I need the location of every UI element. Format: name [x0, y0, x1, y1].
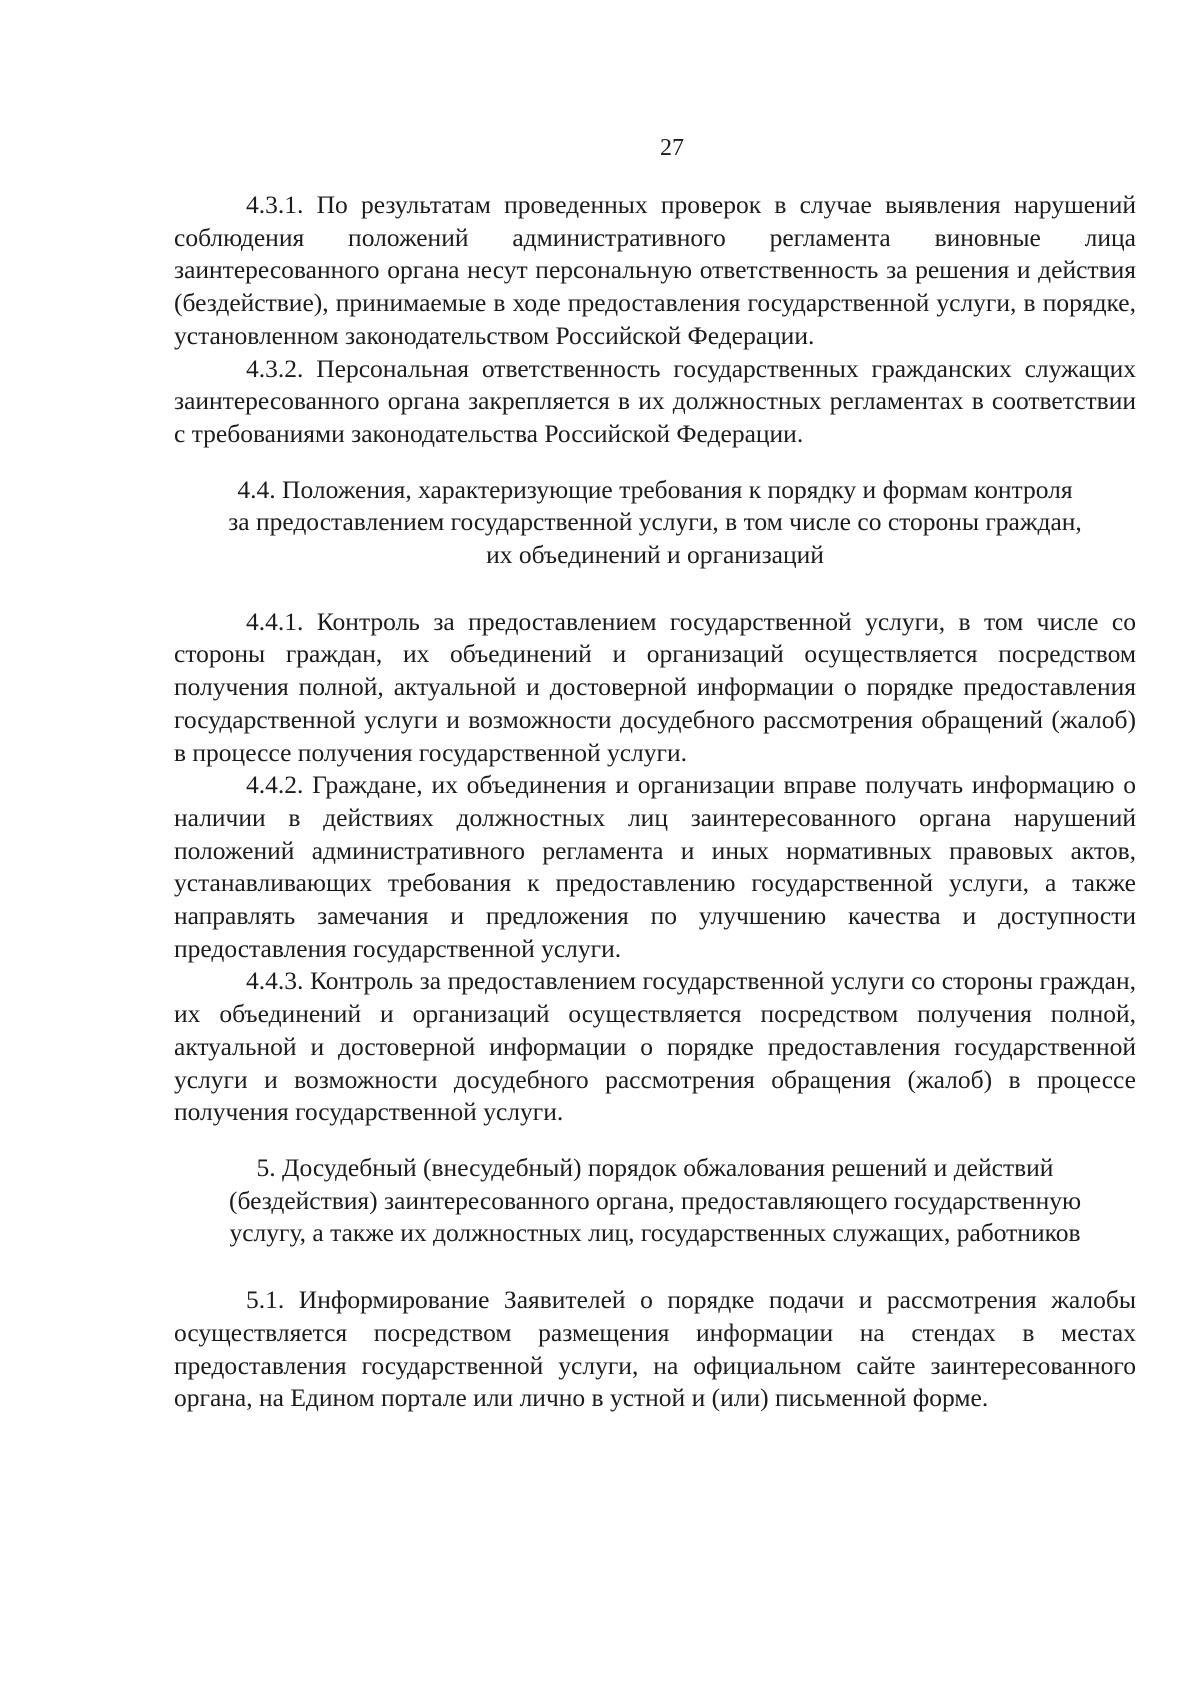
heading-line: услугу, а также их должностных лиц, государственных служащих, работников	[229, 1218, 1081, 1248]
section-heading-4-4	[174, 474, 1136, 572]
paragraph-5-1: 5.1. Информирование Заявителей о порядке подачи и рассмотрения жалобы осуществляется посредством размещения информации на стендах в местах предоставления государственной услуги, на официальном сайте заинтересованного органа, на Едином портале или лично в устной и (или) письменной форме.	[174, 1285, 1136, 1413]
paragraph-4-3-2: 4.3.2. Персональная ответственность государственных гражданских служащих заинтересованного органа закрепляется в их должностных регламентах в соответствии с требованиями законодательства Российской Федерации.	[174, 353, 1136, 448]
document-body	[174, 189, 1136, 1415]
paragraph-4-4-2: 4.4.2. Граждане, их объединения и организации вправе получать информацию о наличии в действиях должностных лиц заинтересованного органа нарушений положений административного регламента и иных нормативных правовых актов, устанавливающих требования к предоставлению государственной услуги, а также направлять замечания и предложения по улучшению качества и доступности предоставления государственной услуги.	[174, 770, 1136, 963]
paragraph-4-3-1: 4.3.1. По результатам проведенных проверок в случае выявления нарушений соблюдения положений административного регламента виновные лица заинтересованного органа несут персональную ответственность за решения и действия (бездействие), принимаемые в ходе предоставления государственной услуги, в порядке, установленном законодательством Российской Федерации.	[174, 190, 1136, 350]
page-number: 27	[660, 135, 684, 161]
heading-line: их объединений и организаций	[486, 540, 824, 570]
heading-line: (бездействия) заинтересованного органа, предоставляющего государственную	[228, 1185, 1082, 1215]
paragraph-4-4-1: 4.4.1. Контроль за предоставлением государственной услуги, в том числе со стороны граждан, их объединений и организаций осуществляется посредством получения полной, актуальной и достоверной информации о порядке предоставления государственной услуги и возможности досудебного рассмотрения обращений (жалоб) в процессе получения государственной услуги.	[174, 606, 1136, 767]
paragraph-4-4-3: 4.4.3. Контроль за предоставлением государственной услуги со стороны граждан, их объединений и организаций осуществляется посредством получения полной, актуальной и достоверной информации о порядке предоставления государственной услуги и возможности досудебного рассмотрения обращения (жалоб) в процессе получения государственной услуги.	[174, 966, 1136, 1127]
section-heading-5	[174, 1152, 1136, 1250]
heading-line: 5. Досудебный (внесудебный) порядок обжалования решений и действий	[256, 1152, 1054, 1182]
heading-line: 4.4. Положения, характеризующие требования к порядку и формам контроля	[237, 474, 1073, 504]
heading-line: за предоставлением государственной услуги, в том числе со стороны граждан,	[228, 507, 1082, 537]
